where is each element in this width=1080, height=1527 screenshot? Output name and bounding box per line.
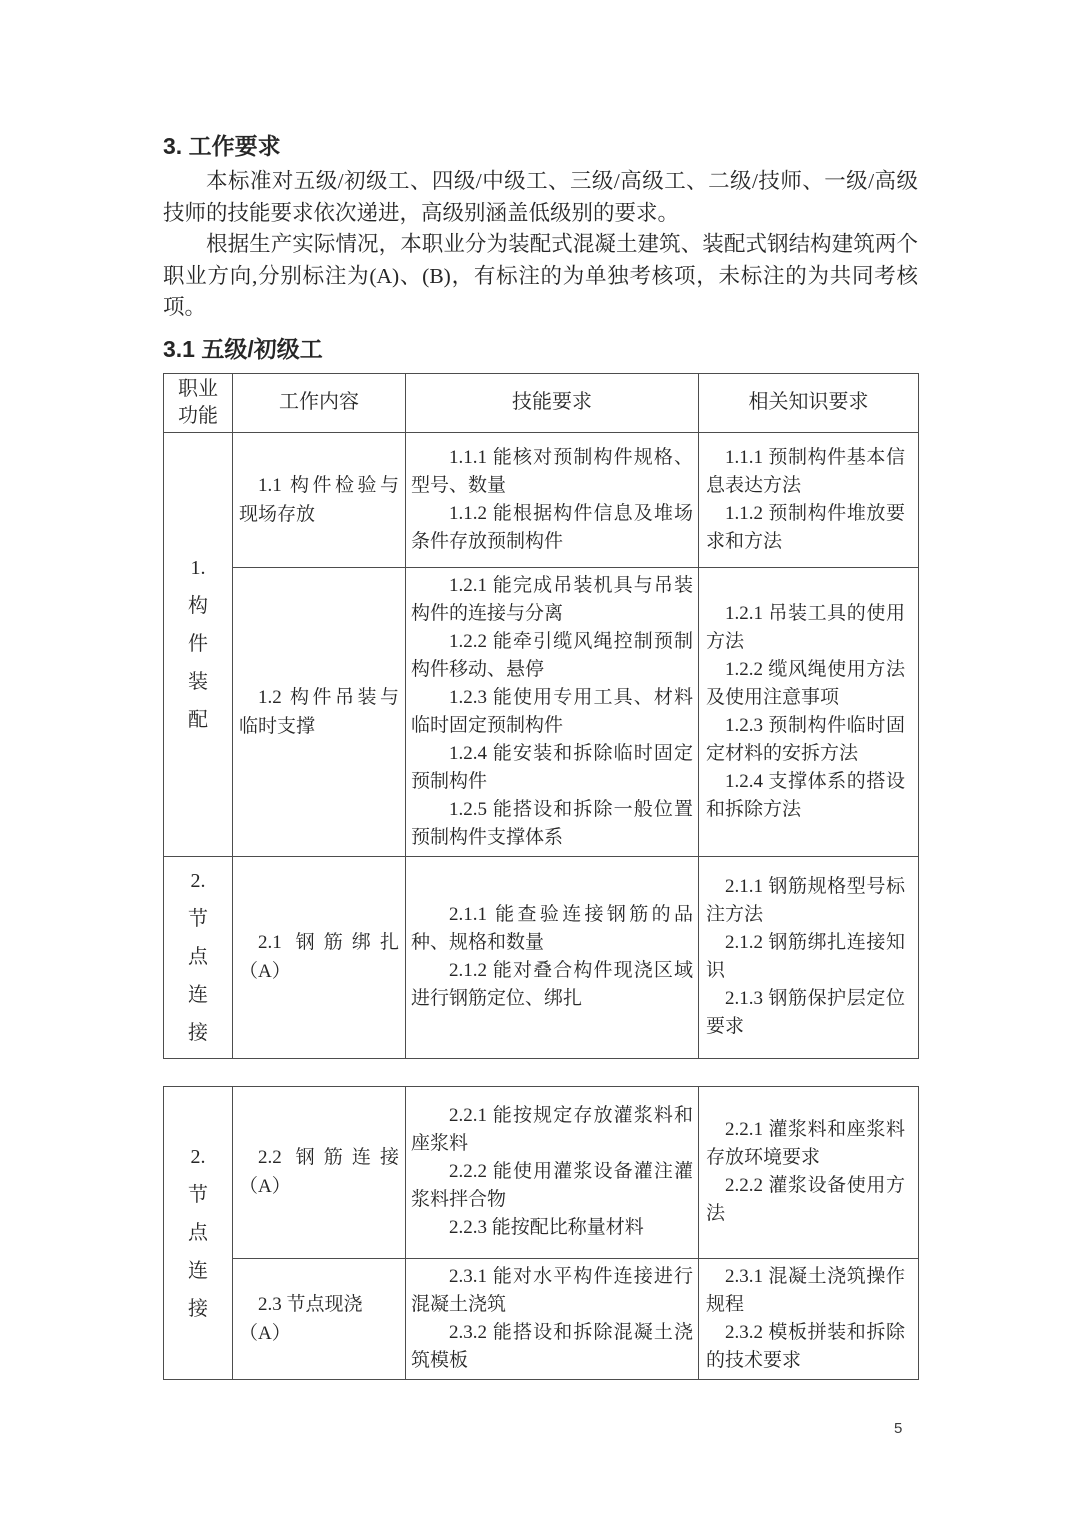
- table-row: [164, 432, 919, 567]
- work-content-cell: 2.2 钢筋连接（A）: [233, 1086, 406, 1258]
- skill-requirements-table-1: [163, 373, 919, 1059]
- skills-cell: [406, 432, 699, 567]
- skill-item: 2.3.2 能搭设和拆除混凝土浇筑模板: [411, 1321, 693, 1371]
- knowledge-item: 2.3.2 模板拼装和拆除的技术要求: [706, 1321, 905, 1371]
- function-line: 节: [188, 1183, 208, 1206]
- skill-item: 2.1.1 能查验连接钢筋的品种、规格和数量: [411, 904, 693, 953]
- knowledge-item: 2.1.1 钢筋规格型号标注方法: [706, 876, 905, 925]
- skill-item: 2.2.2 能使用灌浆设备灌注灌浆料拌合物: [411, 1161, 693, 1210]
- subsection-heading: 3.1 五级/初级工: [163, 335, 323, 362]
- knowledge-item: 1.2.4 支撑体系的搭设和拆除方法: [706, 770, 905, 820]
- knowledge-item: 2.3.1 混凝土浇筑操作规程: [706, 1265, 905, 1315]
- knowledge-cell: [699, 1258, 919, 1379]
- function-line: 1.: [190, 557, 206, 579]
- skill-item: 1.2.3 能使用专用工具、材料临时固定预制构件: [411, 686, 693, 736]
- knowledge-item: 1.2.2 缆风绳使用方法及使用注意事项: [706, 658, 905, 708]
- knowledge-item: 1.1.1 预制构件基本信息表达方法: [706, 446, 905, 496]
- table-header-row: [164, 373, 919, 432]
- function-line: 配: [188, 709, 208, 731]
- knowledge-cell: [699, 1086, 919, 1258]
- function-line: 装: [188, 671, 208, 693]
- work-content-cell: 1.2 构件吊装与临时支撑: [233, 567, 406, 856]
- function-line: 件: [188, 633, 208, 655]
- occupation-function-cell: [164, 856, 233, 1058]
- skill-item: 1.2.1 能完成吊装机具与吊装构件的连接与分离: [411, 574, 693, 624]
- skill-item: 1.2.2 能牵引缆风绳控制预制构件移动、悬停: [411, 630, 693, 680]
- skill-item: 1.2.4 能安装和拆除临时固定预制构件: [411, 742, 693, 792]
- skill-item: 2.2.1 能按规定存放灌浆料和座浆料: [411, 1105, 693, 1154]
- occupation-function-cell: [164, 1086, 233, 1379]
- function-line: 2.: [190, 1145, 206, 1168]
- function-line: 接: [188, 1022, 208, 1044]
- function-line: 点: [188, 1221, 208, 1244]
- column-header-skill-requirements: 技能要求: [406, 373, 699, 432]
- knowledge-item: 2.1.3 钢筋保护层定位要求: [706, 988, 905, 1037]
- function-line: 节: [188, 908, 208, 930]
- knowledge-item: 2.2.1 灌浆料和座浆料存放环境要求: [706, 1119, 905, 1168]
- skills-cell: [406, 1086, 699, 1258]
- function-line: 构: [188, 595, 208, 617]
- knowledge-cell: [699, 432, 919, 567]
- body-paragraph: 本标准对五级/初级工、四级/中级工、三级/高级工、二级/技师、一级/高级技师的技能要求依次递进，高级别涵盖低级别的要求。: [163, 169, 918, 225]
- function-line: 接: [188, 1297, 208, 1320]
- section-heading: 3. 工作要求: [163, 133, 281, 159]
- column-header-knowledge-requirements: 相关知识要求: [699, 373, 919, 432]
- knowledge-item: 2.1.2 钢筋绑扎连接知识: [706, 932, 905, 981]
- work-content-cell: 2.1 钢筋绑扎（A）: [233, 856, 406, 1058]
- function-line: 连: [188, 1259, 208, 1282]
- table-row: [164, 1086, 919, 1258]
- column-header-work-content: 工作内容: [233, 373, 406, 432]
- knowledge-item: 1.1.2 预制构件堆放要求和方法: [706, 502, 905, 552]
- knowledge-cell: [699, 567, 919, 856]
- skill-item: 1.1.1 能核对预制构件规格、型号、数量: [411, 446, 693, 496]
- skill-requirements-table-2: [163, 1086, 919, 1380]
- knowledge-item: 1.2.3 预制构件临时固定材料的安拆方法: [706, 714, 905, 764]
- work-content-cell: 2.3 节点现浇（A）: [233, 1258, 406, 1379]
- page-content: [163, 128, 918, 1380]
- skill-item: 1.1.2 能根据构件信息及堆场条件存放预制构件: [411, 502, 693, 552]
- skill-item: 2.3.1 能对水平构件连接进行混凝土浇筑: [411, 1265, 693, 1315]
- body-paragraph: 根据生产实际情况，本职业分为装配式混凝土建筑、装配式钢结构建筑两个职业方向,分别标注为(A)、(B)，有标注的为单独考核项，未标注的为共同考核项。: [163, 232, 918, 319]
- table-row: [164, 1258, 919, 1379]
- skills-cell: [406, 567, 699, 856]
- skill-item: 2.2.3 能按配比称量材料: [449, 1217, 644, 1238]
- occupation-function-cell: [164, 432, 233, 856]
- skills-cell: [406, 856, 699, 1058]
- function-line: 点: [188, 946, 208, 968]
- skill-item: 2.1.2 能对叠合构件现浇区域进行钢筋定位、绑扎: [411, 960, 693, 1009]
- page-number: 5: [894, 1420, 903, 1437]
- knowledge-cell: [699, 856, 919, 1058]
- skill-item: 1.2.5 能搭设和拆除一般位置预制构件支撑体系: [411, 798, 693, 848]
- table-row: [164, 856, 919, 1058]
- knowledge-item: 1.2.1 吊装工具的使用方法: [706, 602, 905, 652]
- knowledge-item: 2.2.2 灌浆设备使用方法: [706, 1175, 905, 1224]
- function-line: 连: [188, 984, 208, 1006]
- work-content-cell: 1.1 构件检验与现场存放: [233, 432, 406, 567]
- skills-cell: [406, 1258, 699, 1379]
- table-row: [164, 567, 919, 856]
- function-line: 2.: [190, 870, 206, 892]
- column-header-occupation-function: 职业功能: [164, 373, 233, 432]
